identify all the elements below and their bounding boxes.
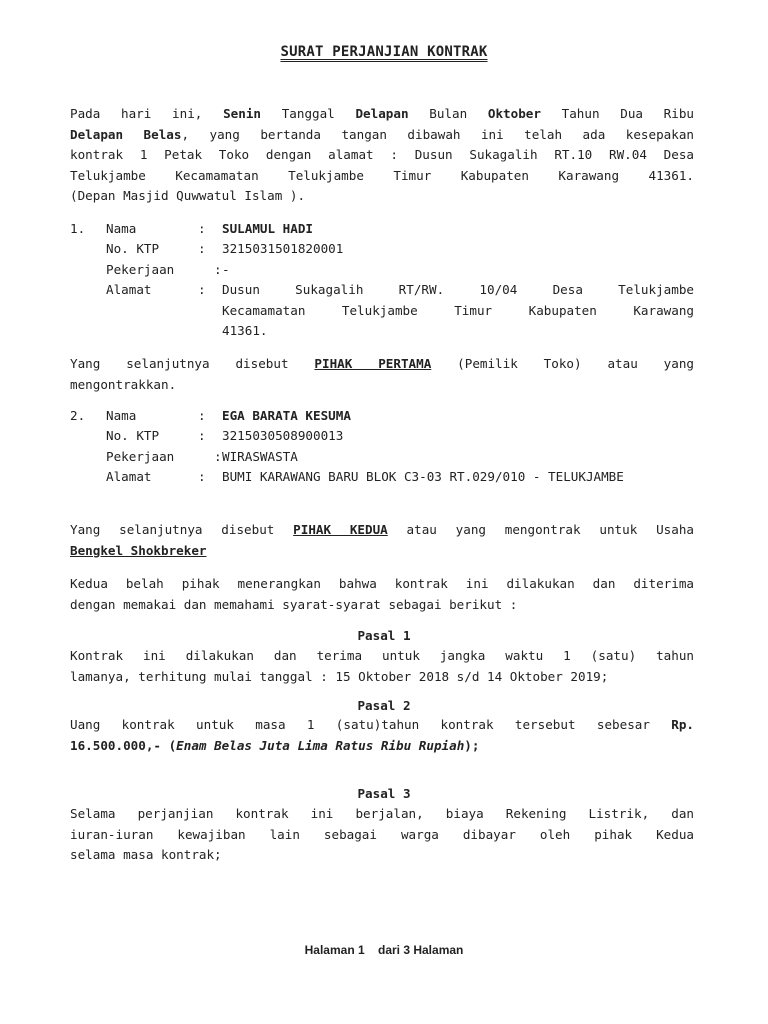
party-1-number: 1. <box>70 221 86 236</box>
party-2-address: BUMI KARAWANG BARU BLOK C3-03 RT.029/010 - TELUKJAMBE <box>222 469 624 485</box>
month-name: Oktober <box>487 106 541 121</box>
pasal-1-body: Kontrak ini dilakukan dan terima untuk jangka waktu 1 (satu) tahun lamanya, terhitung mulai tanggal : 15 Oktober 2018 s/d 14 Oktober 2019; <box>70 648 694 684</box>
intro-line-5: (Depan Masjid Quwwatul Islam ). <box>70 188 306 203</box>
intro-line-2: Delapan Belas, yang bertanda tangan dibawah ini telah ada kesepakan <box>70 126 694 142</box>
agreement-paragraph: Kedua belah pihak menerangkan bahwa kontrak ini dilakukan dan diterima dengan memakai dan memahami syarat-syarat sebagai berikut : <box>70 576 694 612</box>
party-2-details <box>70 406 694 488</box>
pihak-kedua-label: PIHAK KEDUA <box>293 522 388 537</box>
pihak-pertama-label: PIHAK PERTAMA <box>314 356 432 371</box>
currency-label: Rp. <box>671 717 694 732</box>
intro-line-3: kontrak 1 Petak Toko dengan alamat : Dusun Sukagalih RT.10 RW.04 Desa <box>70 147 694 162</box>
day-name: Senin <box>223 106 261 121</box>
year-word: Delapan Belas <box>70 126 182 142</box>
page-footer: Halaman 1 dari 3 Halaman <box>304 943 464 957</box>
contract-amount: 16.500.000,- ( <box>70 737 177 753</box>
document-title: SURAT PERJANJIAN KONTRAK <box>280 44 488 60</box>
party-1-name: SULAMUL HADI <box>222 221 313 236</box>
party-2-description: Yang selanjutnya disebut PIHAK KEDUA atau yang mengontrak untuk Usaha Bengkel Shokbreker <box>70 522 694 558</box>
amount-in-words: Enam Belas Juta Lima Ratus Ribu Rupiah <box>176 737 465 753</box>
party-2-number: 2. <box>70 408 86 423</box>
party-1-job-row: Pekerjaan : - <box>70 260 694 280</box>
party-2-ktp: 3215030508900013 <box>222 428 344 444</box>
party-2-name-row: 2. Nama : EGA BARATA KESUMA <box>70 406 694 426</box>
pasal-3-body: Selama perjanjian kontrak ini berjalan, biaya Rekening Listrik, dan iuran-iuran kewajiban lain sebagai warga dibayar oleh pihak Kedua selama masa kontrak; <box>70 806 694 862</box>
pasal-2-body: Uang kontrak untuk masa 1 (satu)tahun kontrak tersebut sebesar Rp. 16.500.000,- (Enam Belas Juta Lima Ratus Ribu Rupiah); <box>70 717 694 753</box>
party-1-job: - <box>222 261 230 277</box>
party-2-ktp-row: No. KTP : 3215030508900013 <box>70 426 694 446</box>
party-2-address-row: Alamat : BUMI KARAWANG BARU BLOK C3-03 RT.029/010 - TELUKJAMBE <box>70 467 694 487</box>
business-name: Bengkel Shokbreker <box>70 542 207 558</box>
party-1-ktp: 3215031501820001 <box>222 241 344 257</box>
party-1-details <box>70 219 694 341</box>
intro-paragraph <box>70 104 694 207</box>
pasal-2-heading: Pasal 2 <box>357 698 411 713</box>
party-1-ktp-row: No. KTP : 3215031501820001 <box>70 239 694 259</box>
party-1-description: Yang selanjutnya disebut PIHAK PERTAMA (Pemilik Toko) atau yang mengontrakkan. <box>70 356 694 392</box>
party-2-job: WIRASWASTA <box>222 448 298 464</box>
date-word: Delapan <box>355 106 409 121</box>
party-1-name-row: 1. Nama : SULAMUL HADI <box>70 219 694 239</box>
pasal-3-heading: Pasal 3 <box>357 786 411 801</box>
party-1-address-row: Alamat : Dusun Sukagalih RT/RW. 10/04 Desa Telukjambe Kecamamatan Telukjambe Timur Kabupaten Karawang 41361. <box>70 280 694 341</box>
intro-line-1: Pada hari ini, Senin Tanggal Delapan Bulan Oktober Tahun Dua Ribu <box>70 106 695 121</box>
party-2-name: EGA BARATA KESUMA <box>222 408 351 423</box>
intro-line-4: Telukjambe Kecamamatan Telukjambe Timur Kabupaten Karawang 41361. <box>70 167 694 183</box>
party-2-job-row: Pekerjaan : WIRASWASTA <box>70 447 694 467</box>
pasal-1-heading: Pasal 1 <box>357 628 411 643</box>
party-1-address: Dusun Sukagalih RT/RW. 10/04 Desa Telukjambe Kecamamatan Telukjambe Timur Kabupaten Karawang 41361. <box>222 282 694 339</box>
